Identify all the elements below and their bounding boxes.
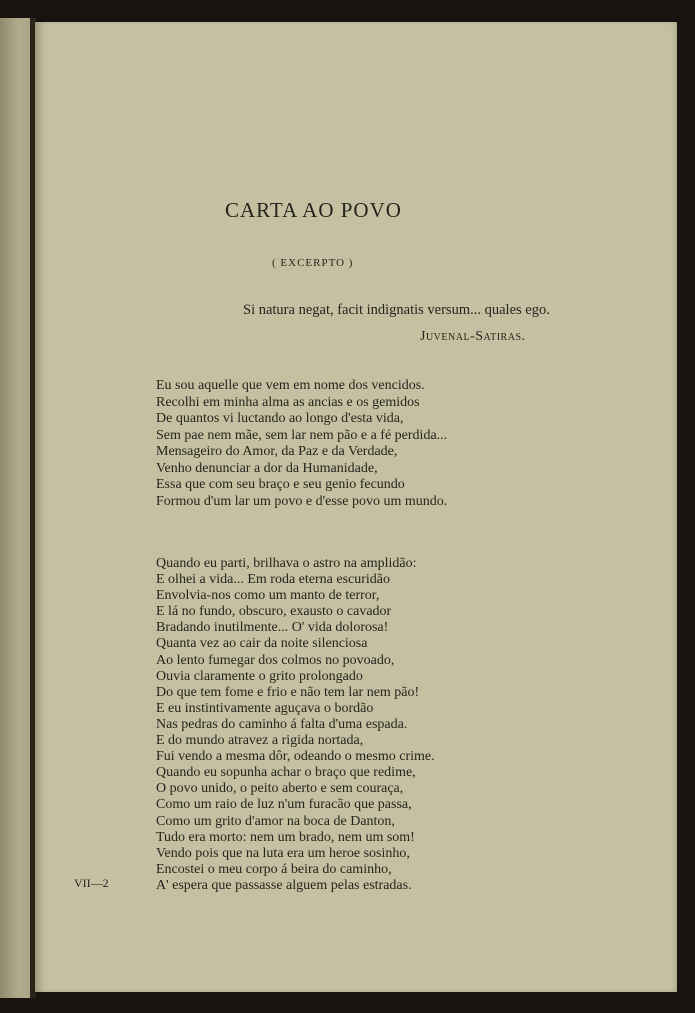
verse-line: A' espera que passasse alguem pelas estradas. [156,877,412,893]
verse-line: Tudo era morto: nem um brado, nem um som! [156,829,415,845]
verse-line: Envolvia-nos como um manto de terror, [156,588,380,604]
verse-line: E olhei a vida... Em roda eterna escuridão [156,572,391,588]
verse-line: Nas pedras do caminho á falta d'uma espada. [156,716,408,732]
verse-line: Sem pae nem mãe, sem lar nem pão e a fé perdida... [156,427,448,443]
poem-title: CARTA AO POVO [225,198,402,222]
verse-line: E do mundo atravez a rigida nortada, [156,733,364,749]
epigraph-attribution [420,329,526,345]
verse-line: Quando eu parti, brilhava o astro na amplidão: [156,556,417,571]
verse-line: O povo unido, o peito aberto e sem couraça, [156,781,404,797]
verse-line: Essa que com seu braço e seu genio fecundo [156,477,405,492]
verse-line: Quando eu sopunha achar o braço que redime, [156,765,416,781]
poem-subtitle: ( EXCERPTO ) [272,257,354,269]
verse-line: E eu instintivamente aguçava o bordão [156,700,374,716]
verse-line: Mensageiro do Amor, da Paz e da Verdade, [156,444,398,459]
verse-line: Recolhi em minha alma as ancias e os gemidos [156,394,420,410]
verse-line: E lá no fundo, obscuro, exausto o cavador [156,604,392,620]
verse-line: Eu sou aquelle que vem em nome dos vencidos. [156,378,425,393]
stanza-2 [156,556,435,894]
verse-line: Do que tem fome e frio e não tem lar nem pão! [156,684,420,700]
previous-page-edge [0,18,34,998]
verse-line: Fui vendo a mesma dôr, odeando o mesmo crime. [156,749,435,765]
epigraph: Si natura negat, facit indignatis versum... quales ego. [243,302,550,318]
verse-line: Formou d'um lar um povo e d'esse povo um mundo. [156,493,448,509]
verse-line: Quanta vez ao cair da noite silenciosa [156,636,368,652]
verse-line: Bradando inutilmente... O' vida dolorosa! [156,620,389,636]
signature-mark: VII—2 [74,876,109,890]
verse-line: Ouvia claramente o grito prolongado [156,668,363,684]
stanza-1 [156,378,447,510]
verse-line: Como um grito d'amor na boca de Danton, [156,813,395,829]
verse-line: Encostei o meu corpo á beira do caminho, [156,861,392,877]
verse-line: Como um raio de luz n'um furacão que passa, [156,797,412,813]
attribution-text: Juvenal-Satiras. [420,329,526,344]
verse-line: Vendo pois que na luta era um heroe sosinho, [156,845,410,861]
verse-line: Ao lento fumegar dos colmos no povoado, [156,652,395,668]
verse-line: De quantos vi luctando ao longo d'esta vida, [156,411,404,426]
verse-line: Venho denunciar a dor da Humanidade, [156,460,378,476]
